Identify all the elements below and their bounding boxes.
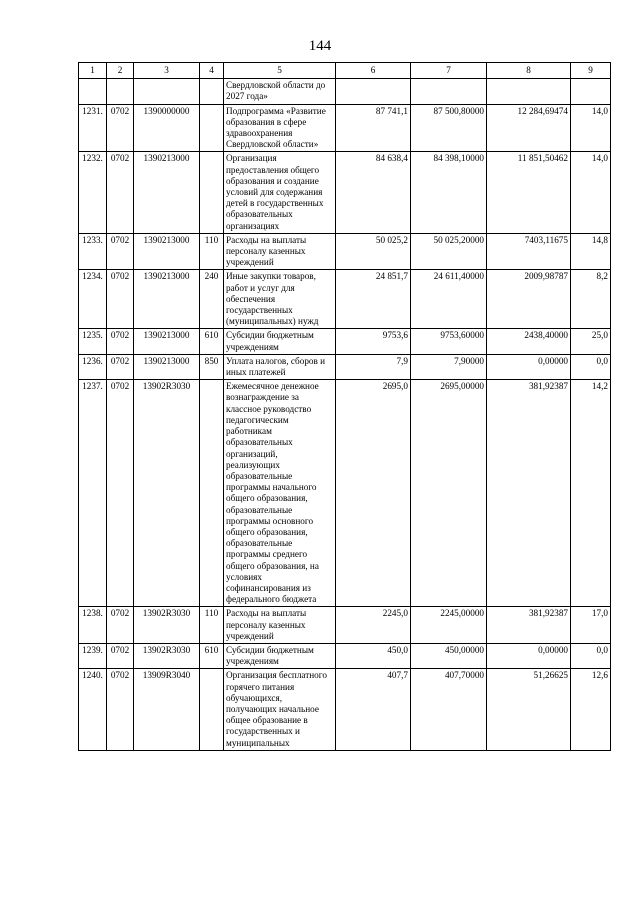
plan-amount: 50 025,2 [336,233,411,270]
execution-percent: 14,2 [571,380,611,607]
table-row [79,79,611,104]
executed-amount: 2438,40000 [487,329,571,354]
section-code: 0702 [107,643,134,668]
plan-amount: 84 638,4 [336,152,411,233]
section-code: 0702 [107,380,134,607]
col-header: 1 [79,63,107,79]
header-row [79,63,611,79]
execution-percent: 14,8 [571,233,611,270]
section-code: 0702 [107,329,134,354]
expense-type: 110 [200,607,224,644]
executed-amount: 381,92387 [487,380,571,607]
col-header: 5 [224,63,336,79]
col-header: 8 [487,63,571,79]
target-code: 1390213000 [134,354,200,379]
executed-amount: 12 284,69474 [487,104,571,152]
executed-amount: 0,00000 [487,354,571,379]
col-header: 2 [107,63,134,79]
row-description: Субсидии бюджетным учреждениям [224,329,336,354]
executed-amount [487,79,571,104]
approved-amount [411,79,487,104]
row-number: 1237. [79,380,107,607]
row-description: Иные закупки товаров, работ и услуг для обеспечения государственных (муниципальных) нужд [224,270,336,329]
section-code [107,79,134,104]
row-description: Организация предоставления общего образования и создание условий для содержания детей в государственных образовательных организациях [224,152,336,233]
row-number [79,79,107,104]
table-row [79,233,611,270]
row-description: Уплата налогов, сборов и иных платежей [224,354,336,379]
execution-percent [571,79,611,104]
plan-amount: 87 741,1 [336,104,411,152]
execution-percent: 25,0 [571,329,611,354]
target-code: 1390213000 [134,270,200,329]
plan-amount: 2245,0 [336,607,411,644]
target-code: 13902R3030 [134,380,200,607]
expense-type [200,104,224,152]
section-code: 0702 [107,270,134,329]
approved-amount: 2245,00000 [411,607,487,644]
plan-amount [336,79,411,104]
target-code [134,79,200,104]
row-number: 1234. [79,270,107,329]
executed-amount: 51,26625 [487,669,571,750]
section-code: 0702 [107,669,134,750]
row-description: Субсидии бюджетным учреждениям [224,643,336,668]
row-number: 1239. [79,643,107,668]
section-code: 0702 [107,354,134,379]
row-number: 1233. [79,233,107,270]
section-code: 0702 [107,104,134,152]
target-code: 13909R3040 [134,669,200,750]
execution-percent: 12,6 [571,669,611,750]
expense-type: 610 [200,329,224,354]
executed-amount: 381,92387 [487,607,571,644]
page-number: 144 [308,38,332,54]
expense-type: 110 [200,233,224,270]
execution-percent: 0,0 [571,643,611,668]
plan-amount: 2695,0 [336,380,411,607]
plan-amount: 450,0 [336,643,411,668]
approved-amount: 450,00000 [411,643,487,668]
row-description: Ежемесячное денежное вознаграждение за классное руководство педагогическим работникам образовательных организаций, реализующих образовательные программы начального общего образования, образовательные программы основного общего образования, образовательные программы среднего общего образования, на условиях софинансирования из федерального бюджета [224,380,336,607]
col-header: 4 [200,63,224,79]
expense-type [200,380,224,607]
expense-type [200,152,224,233]
approved-amount: 50 025,20000 [411,233,487,270]
approved-amount: 407,70000 [411,669,487,750]
approved-amount: 24 611,40000 [411,270,487,329]
plan-amount: 7,9 [336,354,411,379]
executed-amount: 2009,98787 [487,270,571,329]
target-code: 13902R3030 [134,643,200,668]
approved-amount: 2695,00000 [411,380,487,607]
col-header: 3 [134,63,200,79]
execution-percent: 14,0 [571,104,611,152]
row-number: 1240. [79,669,107,750]
table-row [79,354,611,379]
row-description: Организация бесплатного горячего питания обучающихся, получающих начальное общее образование в государственных и муниципальных [224,669,336,750]
executed-amount: 7403,11675 [487,233,571,270]
target-code: 1390213000 [134,152,200,233]
target-code: 1390000000 [134,104,200,152]
row-description: Свердловской области до 2027 года» [224,79,336,104]
executed-amount: 11 851,50462 [487,152,571,233]
target-code: 1390213000 [134,233,200,270]
row-number: 1238. [79,607,107,644]
table-row [79,669,611,750]
executed-amount: 0,00000 [487,643,571,668]
budget-table [78,62,611,751]
section-code: 0702 [107,607,134,644]
col-header: 7 [411,63,487,79]
row-description: Расходы на выплаты персоналу казенных учреждений [224,607,336,644]
table-row [79,329,611,354]
approved-amount: 87 500,80000 [411,104,487,152]
plan-amount: 24 851,7 [336,270,411,329]
execution-percent: 0,0 [571,354,611,379]
row-number: 1232. [79,152,107,233]
approved-amount: 9753,60000 [411,329,487,354]
col-header: 6 [336,63,411,79]
table-row [79,270,611,329]
section-code: 0702 [107,152,134,233]
expense-type [200,79,224,104]
table-row [79,643,611,668]
approved-amount: 84 398,10000 [411,152,487,233]
target-code: 1390213000 [134,329,200,354]
table-row [79,104,611,152]
section-code: 0702 [107,233,134,270]
expense-type: 610 [200,643,224,668]
expense-type: 850 [200,354,224,379]
col-header: 9 [571,63,611,79]
plan-amount: 9753,6 [336,329,411,354]
execution-percent: 8,2 [571,270,611,329]
execution-percent: 14,0 [571,152,611,233]
expense-type [200,669,224,750]
expense-type: 240 [200,270,224,329]
table-row [79,152,611,233]
row-description: Расходы на выплаты персоналу казенных учреждений [224,233,336,270]
plan-amount: 407,7 [336,669,411,750]
approved-amount: 7,90000 [411,354,487,379]
table-row [79,607,611,644]
row-description: Подпрограмма «Развитие образования в сфере здравоохранения Свердловской области» [224,104,336,152]
row-number: 1231. [79,104,107,152]
target-code: 13902R3030 [134,607,200,644]
row-number: 1235. [79,329,107,354]
table-row [79,380,611,607]
execution-percent: 17,0 [571,607,611,644]
row-number: 1236. [79,354,107,379]
